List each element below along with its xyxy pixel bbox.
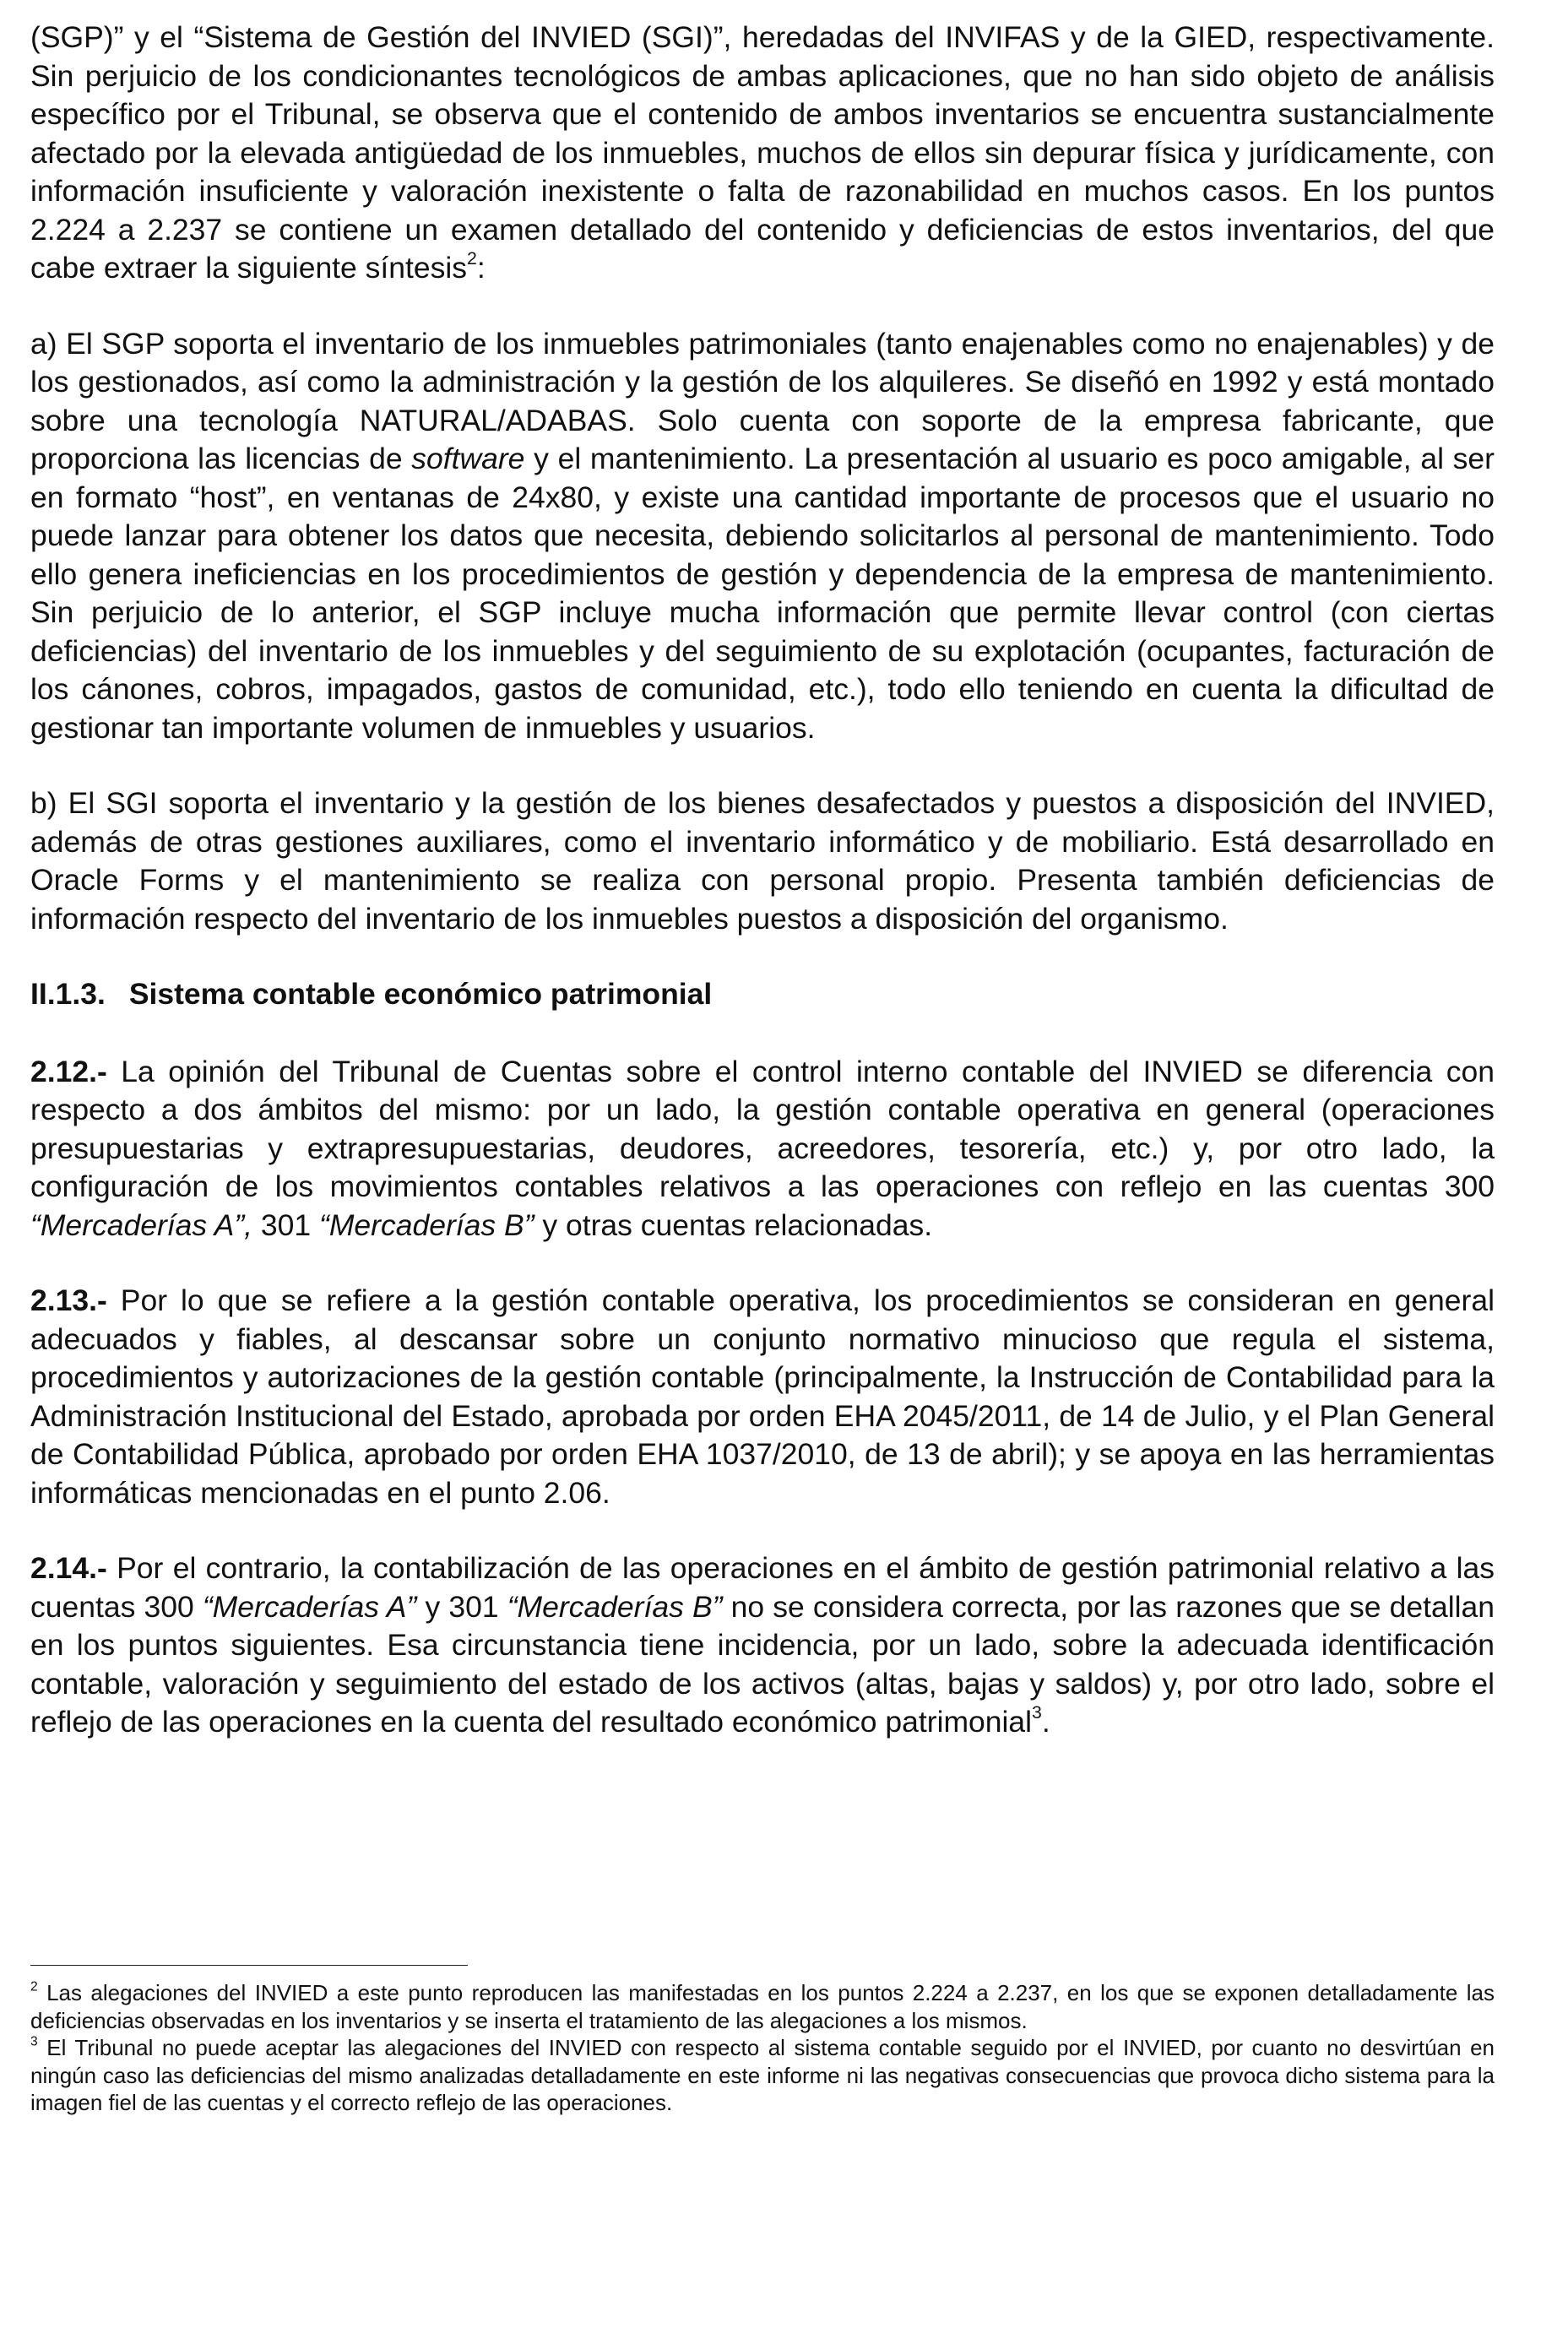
- paragraph-2-13: [30, 1282, 1495, 1512]
- paragraph-number-2-12: 2.12.-: [30, 1054, 107, 1088]
- p214-italic-2: “Mercaderías B”: [507, 1589, 723, 1624]
- footnote-mark-3: 3: [30, 2034, 38, 2049]
- document-body: [30, 19, 1495, 1779]
- p212-text-2: 301: [252, 1207, 319, 1242]
- para-a-text-2: y el mantenimiento. La presentación al usuario es poco amigable, al ser en formato “host”, en ventanas de 24x80, y existe una cantidad importante de procesos que el usuario no puede lanzar para obtener los datos que necesita, debiendo solicitarlos al personal de mantenimiento. Todo ello genera ineficiencias en los procedimientos de gestión y dependencia de la empresa de mantenimiento. Sin perjuicio de lo anterior, el SGP incluye mucha información que permite llevar control (con ciertas deficiencias) del inventario de los inmuebles y del seguimiento de su explotación (ocupantes, facturación de los cánones, cobros, impagados, gastos de comunidad, etc.), todo ello teniendo en cuenta la dificultad de gestionar tan importante volumen de inmuebles y usuarios.: [30, 442, 1495, 745]
- section-heading: [30, 975, 1495, 1014]
- footnote-3: [30, 2034, 1495, 2117]
- para-b-text: b) El SGI soporta el inventario y la gestión de los bienes desafectados y puestos a disposición del INVIED, además de otras gestiones auxiliares, como el inventario informático y de mobiliario. Está desarrollado en Oracle Forms y el mantenimiento se realiza con personal propio. Presenta también deficiencias de información respecto del inventario de los inmuebles puestos a disposición del organismo.: [30, 786, 1495, 936]
- paragraph-2-12: [30, 1053, 1495, 1245]
- p212-italic-2: “Mercaderías B”: [319, 1207, 534, 1242]
- p213-text: Por lo que se refiere a la gestión contable operativa, los procedimientos se consideran en general adecuados y fiables, al descansar sobre un conjunto normativo minucioso que regula el sistema, procedimientos y autorizaciones de la gestión contable (principalmente, la Instrucción de Contabilidad para la Administración Institucional del Estado, aprobada por orden EHA 2045/2011, de 14 de Julio, y el Plan General de Contabilidad Pública, aprobado por orden EHA 1037/2010, de 13 de abril); y se apoya en las herramientas informáticas mencionadas en el punto 2.06.: [30, 1283, 1495, 1510]
- footnote-mark-2: 2: [30, 1979, 38, 1994]
- paragraph-number-2-14: 2.14.-: [30, 1551, 107, 1585]
- p214-text-1: Por el contrario, la contabilización de las operaciones en el ámbito de gestión patrimonial relativo a las cuentas 300: [30, 1551, 1495, 1624]
- footnote-ref-2[interactable]: 2: [467, 248, 477, 269]
- p214-italic-1: “Mercaderías A”: [202, 1589, 417, 1624]
- paragraph-b-sgi: [30, 784, 1495, 938]
- footnotes: [30, 1979, 1495, 2117]
- footnote-3-text: El Tribunal no puede aceptar las alegaciones del INVIED con respecto al sistema contable seguido por el INVIED, por cuanto no desvirtúan en ningún caso las deficiencias del mismo analizadas detalladamente en este informe ni las negativas consecuencias que provoca dicho sistema para la imagen fiel de las cuentas y el correcto reflejo de las operaciones.: [30, 2035, 1495, 2115]
- p214-text-2: y 301: [416, 1589, 507, 1624]
- paragraph-2-14: [30, 1549, 1495, 1742]
- para-a-italic: software: [411, 442, 525, 475]
- intro-colon: :: [476, 251, 486, 285]
- paragraph-number-2-13: 2.13.-: [30, 1283, 107, 1317]
- p214-end: .: [1041, 1705, 1050, 1739]
- intro-text: (SGP)” y el “Sistema de Gestión del INVIED (SGI)”, heredadas del INVIFAS y de la GIED, respectivamente. Sin perjuicio de los condicionantes tecnológicos de ambas aplicaciones, que no han sido objeto de análisis específico por el Tribunal, se observa que el contenido de ambos inventarios se encuentra sustancialmente afectado por la elevada antigüedad de los inmuebles, muchos de ellos sin depurar física y jurídicamente, con información insuficiente y valoración inexistente o falta de razonabilidad en muchos casos. En los puntos 2.224 a 2.237 se contiene un examen detallado del contenido y deficiencias de estos inventarios, del que cabe extraer la siguiente síntesis: [30, 20, 1495, 285]
- section-number: II.1.3.: [30, 977, 106, 1011]
- p214-text-3: no se considera correcta, por las razones que se detallan en los puntos siguientes. Esa circunstancia tiene incidencia, por un lado, sobre la adecuada identificación contable, valoración y seguimiento del estado de los activos (altas, bajas y saldos) y, por otro lado, sobre el reflejo de las operaciones en la cuenta del resultado económico patrimonial: [30, 1589, 1495, 1739]
- para-a-text-1: a) El SGP soporta el inventario de los inmuebles patrimoniales (tanto enajenables como no enajenables) y de los gestionados, así como la administración y la gestión de los alquileres. Se diseñó en 1992 y está montado sobre una tecnología NATURAL/ADABAS. Solo cuenta con soporte de la empresa fabricante, que proporciona las licencias de: [30, 326, 1495, 475]
- footnote-ref-3[interactable]: 3: [1032, 1702, 1042, 1723]
- footnote-2: [30, 1979, 1495, 2034]
- footnote-separator: [30, 1965, 468, 1966]
- p212-italic-1: “Mercaderías A”,: [30, 1207, 253, 1242]
- footnote-2-text: Las alegaciones del INVIED a este punto reproducen las manifestadas en los puntos 2.224 a 2.237, en los que se exponen detalladamente las deficiencias observadas en los inventarios y se inserta el tratamiento de las alegaciones a los mismos.: [30, 1980, 1495, 2033]
- paragraph-intro: [30, 19, 1495, 288]
- p212-text-1: La opinión del Tribunal de Cuentas sobre el control interno contable del INVIED se diferencia con respecto a dos ámbitos del mismo: por un lado, la gestión contable operativa en general (operaciones presupuestarias y extrapresupuestarias, deudores, acreedores, tesorería, etc.) y, por otro lado, la configuración de los movimientos contables relativos a las operaciones con reflejo en las cuentas 300: [30, 1054, 1495, 1203]
- p212-text-3: y otras cuentas relacionadas.: [534, 1207, 933, 1242]
- section-title: Sistema contable económico patrimonial: [128, 977, 713, 1011]
- paragraph-a-sgp: [30, 325, 1495, 748]
